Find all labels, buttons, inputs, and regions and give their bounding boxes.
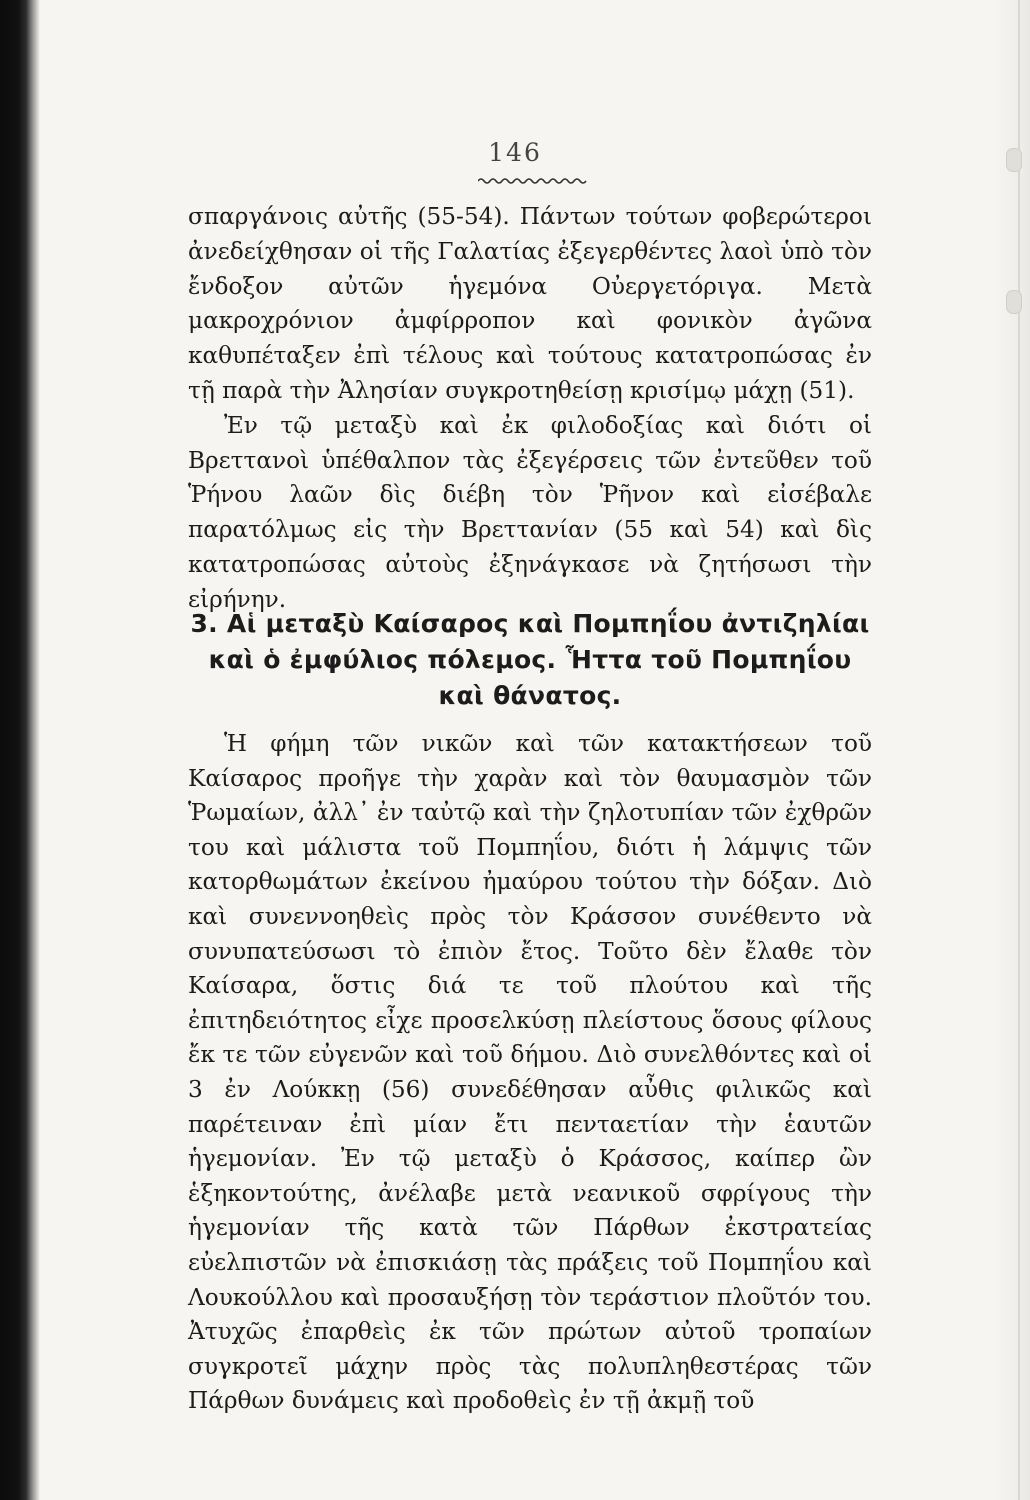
scan-binding-edge (0, 0, 40, 1500)
binding-hole (1006, 290, 1022, 314)
page-fold-line (1018, 0, 1020, 1500)
page-number: 146 (488, 138, 542, 167)
body-text-top (188, 200, 872, 618)
paragraph: Ἡ φήμη τῶν νικῶν καὶ τῶν κατακτήσεων τοῦ Καίσαρος προῆγε τὴν χαρὰν καὶ τὸν θαυμασμὸν τῶν Ῥωμαίων, ἀλλ᾽ ἐν ταὐτῷ καὶ τὴν ζηλοτυπίαν τῶν ἐχθρῶν του καὶ μάλιστα τοῦ Πομπηΐου, διότι ἡ λάμψις τῶν κατορθωμάτων ἐκείνου ἠμαύρου τούτου τὴν δόξαν. Διὸ καὶ συνεννοηθεὶς πρὸς τὸν Κράσσον συνέθεντο νὰ συνυπατεύσωσι τὸ ἐπιὸν ἔτος. Τοῦτο δὲν ἔλαθε τὸν Καίσαρα, ὅστις διά τε τοῦ πλούτου καὶ τῆς ἐπιτηδειότητος εἶχε προσελκύσῃ πλείστους ὅσους φίλους ἔκ τε τῶν εὐγενῶν καὶ τοῦ δήμου. Διὸ συνελθόντες καὶ οἱ 3 ἐν Λούκκῃ (56) συνεδέθησαν αὖθις φιλικῶς καὶ παρέτειναν ἐπὶ μίαν ἔτι πενταετίαν τὴν ἑαυτῶν ἡγεμονίαν. Ἐν τῷ μεταξὺ ὁ Κράσσος, καίπερ ὢν ἑξηκοντούτης, ἀνέλαβε μετὰ νεανικοῦ σφρίγους τὴν ἡγεμονίαν τῆς κατὰ τῶν Πάρθων ἐκστρατείας εὐελπιστῶν νὰ ἐπισκιάσῃ τὰς πράξεις τοῦ Πομπηΐου καὶ Λουκούλλου καὶ προσαυξήσῃ τὸν τεράστιον πλοῦτόν του. Ἀτυχῶς ἐπαρθεὶς ἐκ τῶν πρώτων αὐτοῦ τροπαίων συγκροτεῖ μάχην πρὸς τὰς πολυπληθεστέρας τῶν Πάρθων δυνάμεις καὶ προδοθεὶς ἐν τῇ ἀκμῇ τοῦ (188, 730, 872, 1415)
paragraph: Ἐν τῷ μεταξὺ καὶ ἐκ φιλοδοξίας καὶ διότι οἱ Βρεττανοὶ ὑπέθαλπον τὰς ἐξεγέρσεις τῶν ἐντεῦθεν τοῦ Ῥήνου λαῶν δὶς διέβη τὸν Ῥῆνον καὶ εἰσέβαλε παρατόλμως εἰς τὴν Βρεττανίαν (55 καὶ 54) καὶ δὶς κατατροπώσας αὐτοὺς ἐξηνάγκασε νὰ ζητήσωσι τὴν εἰρήνην. (188, 411, 872, 613)
section-heading: 3. Αἱ μεταξὺ Καίσαρος καὶ Πομπηΐου ἀντιζηλίαι καὶ ὁ ἐμφύλιος πόλεμος. Ἧττα τοῦ Πομπηΐου καὶ θάνατος. (190, 609, 870, 710)
wavy-rule-ornament (478, 176, 588, 186)
paragraph: σπαργάνοις αὐτῆς (55-54). Πάντων τούτων φοβερώτεροι ἀνεδείχθησαν οἱ τῆς Γαλατίας ἐξεγερθέντες λαοὶ ὑπὸ τὸν ἔνδοξον αὐτῶν ἡγεμόνα Οὐεργετόριγα. Μετὰ μακροχρόνιον ἀμφίρροπον καὶ φονικὸν ἀγῶνα καθυπέταξεν ἐπὶ τέλους καὶ τούτους κατατροπώσας ἐν τῇ παρὰ τὴν Ἀλησίαν συγκροτηθείσῃ κρισίμῳ μάχῃ (51). (188, 203, 872, 404)
page-right-margin-shadow (994, 0, 1030, 1500)
body-text-bottom (188, 727, 872, 1419)
